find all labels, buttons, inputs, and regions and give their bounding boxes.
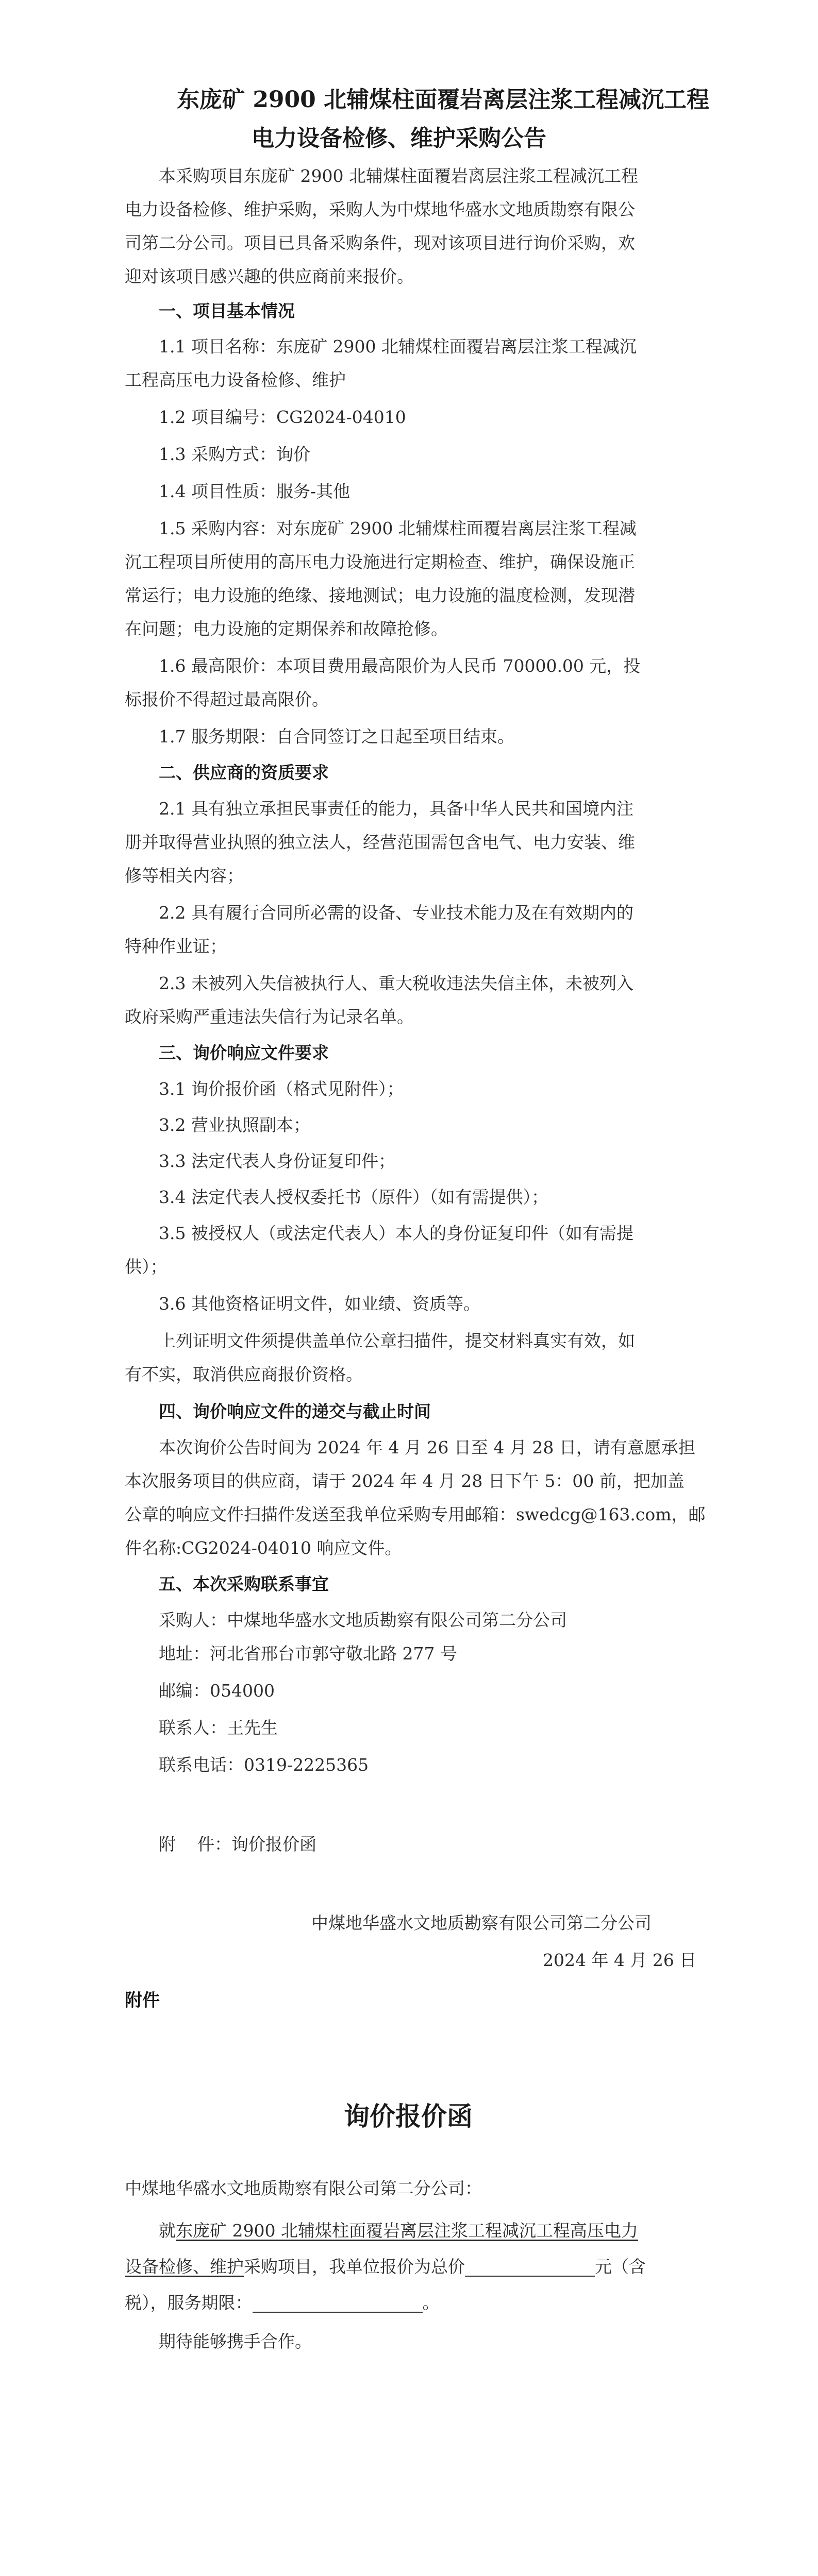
item-2-3: 政府采购严重违法失信行为记录名单。 [125,1007,414,1027]
intro-line: 司第二分公司。项目已具备采购条件，现对该项目进行询价采购，欢 [125,233,635,253]
item-3-1: 3.1 询价报价函（格式见附件）； [159,1079,404,1099]
item-3-3: 3.3 法定代表人身份证复印件； [159,1151,395,1171]
section4-text: 公章的响应文件扫描件发送至我单位采购专用邮箱：swedcg@163.com，邮 [125,1504,706,1524]
postcode: 邮编：054000 [159,1681,275,1701]
item-3-6: 3.6 其他资格证明文件，如业绩、资质等。 [159,1294,480,1314]
notice-title-line1: 东庞矿 2900 北辅煤柱面覆岩离层注浆工程减沉工程 [177,87,710,113]
item-1-7: 1.7 服务期限：自合同签订之日起至项目结束。 [159,726,514,747]
section4-text: 本次询价公告时间为 2024 年 4 月 26 日至 4 月 28 日，请有意愿承担 [159,1437,695,1458]
section2-heading: 二、供应商的资质要求 [159,762,329,783]
item-1-2: 1.2 项目编号：CG2024-04010 [159,407,406,427]
item-1-6: 标报价不得超过最高限价。 [125,689,329,709]
item-2-2: 特种作业证； [125,936,227,956]
item-2-2: 2.2 具有履行合同所必需的设备、专业技术能力及在有效期内的 [159,903,633,923]
item-3-4: 3.4 法定代表人授权委托书（原件）（如有需提供）； [159,1187,548,1207]
intro-line: 本采购项目东庞矿 2900 北辅煤柱面覆岩离层注浆工程减沉工程 [159,166,638,186]
service-period-blank[interactable] [253,2295,423,2313]
item-1-5: 常运行；电力设施的绝缘、接地测试；电力设施的温度检测，发现潜 [125,585,635,605]
section4-text: 件名称:CG2024-04010 响应文件。 [125,1538,402,1558]
section1-heading: 一、项目基本情况 [159,301,295,321]
item-3-5: 供）； [125,1257,168,1277]
contact-phone: 联系电话：0319-2225365 [159,1755,369,1775]
item-2-3: 2.3 未被列入失信被执行人、重大税收违法失信主体，未被列入 [159,973,633,993]
item-2-1: 修等相关内容； [125,866,244,886]
purchaser: 采购人：中煤地华盛水文地质勘察有限公司第二分公司 [159,1610,567,1630]
item-3-5: 3.5 被授权人（或法定代表人）本人的身份证复印件（如有需提 [159,1223,633,1243]
attachment-label: 附件 [125,1990,160,2011]
item-3-2: 3.2 营业执照副本； [159,1115,310,1135]
item-2-1: 2.1 具有独立承担民事责任的能力，具备中华人民共和国境内注 [159,799,633,819]
item-1-6: 1.6 最高限价：本项目费用最高限价为人民币 70000.00 元，投 [159,656,641,676]
project-name-underlined: 设备检修、维护 [125,2257,244,2277]
item-1-1: 工程高压电力设备检修、维护 [125,370,346,390]
intro-line: 电力设备检修、维护采购，采购人为中煤地华盛水文地质勘察有限公 [125,199,635,219]
section3-note: 上列证明文件须提供盖单位公章扫描件，提交材料真实有效，如 [159,1331,635,1351]
item-1-5: 1.5 采购内容：对东庞矿 2900 北辅煤柱面覆岩离层注浆工程减 [159,518,637,538]
intro-line: 迎对该项目感兴趣的供应商前来报价。 [125,266,414,286]
section4-text: 本次服务项目的供应商，请于 2024 年 4 月 28 日下午 5：00 前，把加盖 [125,1471,685,1491]
item-1-3: 1.3 采购方式：询价 [159,444,310,464]
total-price-blank[interactable] [465,2259,595,2277]
address: 地址：河北省邢台市郭守敬北路 277 号 [159,1643,457,1664]
section3-note: 有不实，取消供应商报价资格。 [125,1364,363,1384]
notice-title-line2: 电力设备检修、维护采购公告 [252,125,546,151]
quotation-body-line3: 税），服务期限： 。 [125,2293,440,2313]
signature-date: 2024 年 4 月 26 日 [543,1950,697,1970]
section5-heading: 五、本次采购联系事宜 [159,1574,329,1594]
item-1-5: 沉工程项目所使用的高压电力设施进行定期检查、维护，确保设施正 [125,552,635,572]
attachment-note: 附 件：询价报价函 [159,1834,316,1854]
item-1-4: 1.4 项目性质：服务-其他 [159,481,350,501]
item-1-5: 在问题；电力设施的定期保养和故障抢修。 [125,619,448,639]
section3-heading: 三、询价响应文件要求 [159,1043,329,1063]
quotation-body-line1: 就东庞矿 2900 北辅煤柱面覆岩离层注浆工程减沉工程高压电力 [159,2221,638,2241]
section4-heading: 四、询价响应文件的递交与截止时间 [159,1401,431,1421]
project-name-underlined: 东庞矿 2900 北辅煤柱面覆岩离层注浆工程减沉工程高压电力 [176,2221,638,2241]
quotation-body-line2: 设备检修、维护采购项目，我单位报价为总价 元（含 [125,2257,646,2277]
contact-person: 联系人：王先生 [159,1718,278,1738]
item-1-1: 1.1 项目名称：东庞矿 2900 北辅煤柱面覆岩离层注浆工程减沉 [159,336,637,357]
quotation-title: 询价报价函 [344,2101,473,2131]
item-2-1: 册并取得营业执照的独立法人，经营范围需包含电气、电力安装、维 [125,832,635,852]
quotation-recipient: 中煤地华盛水文地质勘察有限公司第二分公司： [125,2178,482,2198]
quotation-closing: 期待能够携手合作。 [159,2331,312,2351]
signature-company: 中煤地华盛水文地质勘察有限公司第二分公司 [311,1913,652,1933]
